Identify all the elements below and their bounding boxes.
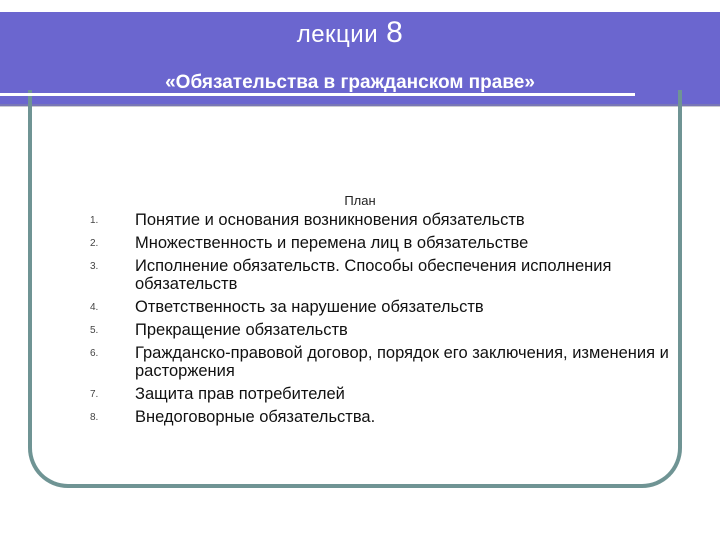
plan-item-text: Ответственность за нарушение обязательств [135, 298, 484, 316]
plan-item [0, 257, 720, 293]
lecture-title-number: 8 [386, 16, 404, 49]
plan-item [0, 298, 720, 316]
lecture-subtitle: «Обязательства в гражданском праве» [165, 72, 535, 93]
plan-item [0, 344, 720, 380]
plan-item-number: 6. [90, 348, 99, 359]
plan-item [0, 234, 720, 252]
plan-item-number: 7. [90, 389, 99, 400]
plan-item-text: Множественность и перемена лиц в обязательстве [135, 234, 529, 252]
plan-item-number: 1. [90, 215, 99, 226]
plan-item [0, 321, 720, 339]
plan-item-text: Гражданско-правовой договор, порядок его заключения, изменения и расторжения [135, 344, 669, 380]
plan-list [0, 211, 720, 426]
plan-item-text: Понятие и основания возникновения обязательств [135, 211, 525, 229]
plan-item [0, 211, 720, 229]
plan-item-text: Прекращение обязательств [135, 321, 348, 339]
subtitle-underline [0, 93, 635, 96]
plan-item-number: 8. [90, 412, 99, 423]
plan-heading: План [344, 193, 376, 208]
plan-item-text: Защита прав потребителей [135, 385, 345, 403]
plan-item [0, 385, 720, 403]
plan-item-number: 2. [90, 238, 99, 249]
lecture-title [0, 16, 700, 50]
plan-item-text: Внедоговорные обязательства. [135, 408, 376, 426]
plan-item-number: 5. [90, 325, 99, 336]
plan-item-text: Исполнение обязательств. Способы обеспечения исполнения обязательств [135, 257, 612, 293]
plan-item-number: 4. [90, 302, 99, 313]
lecture-title-word: лекции [296, 21, 379, 48]
plan-item [0, 408, 720, 426]
plan-item-number: 3. [90, 261, 99, 272]
